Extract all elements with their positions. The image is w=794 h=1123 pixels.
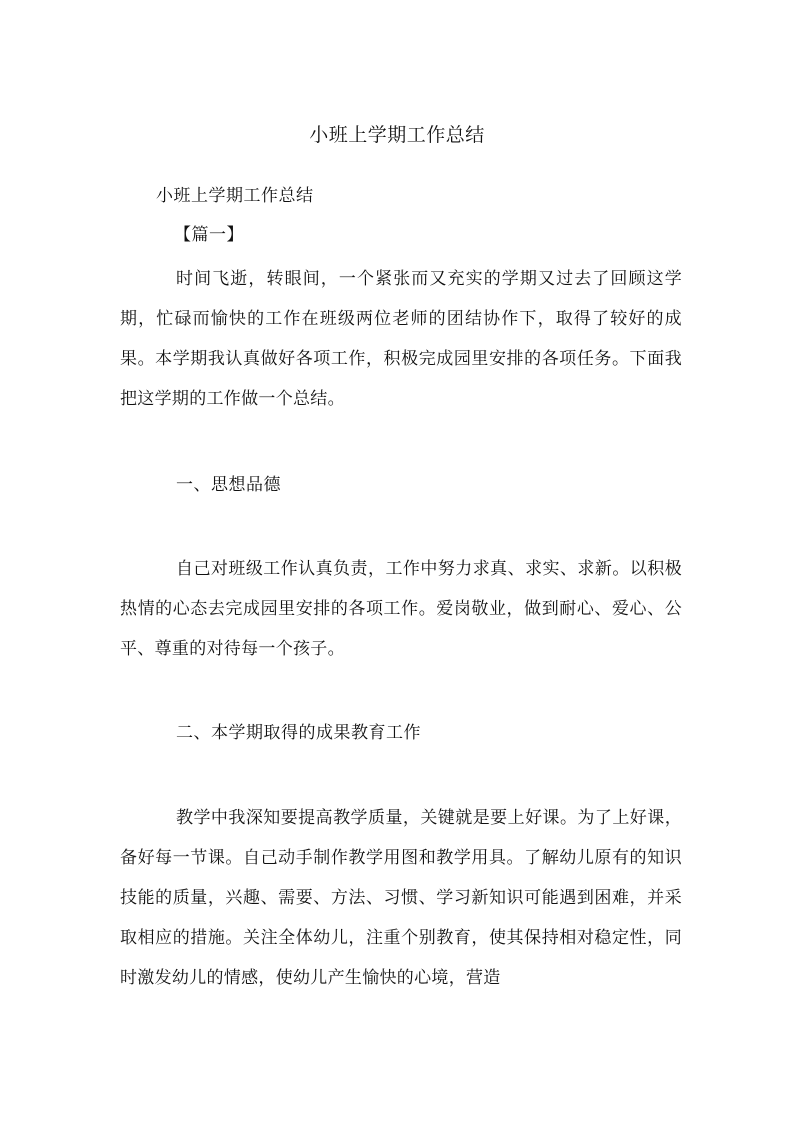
section-paragraph-1: 自己对班级工作认真负责，工作中努力求真、求实、求新。以积极热情的心态去完成园里安排的各项工作。爱岗敬业，做到耐心、爱心、公平、尊重的对待每一个孩子。 <box>120 559 682 659</box>
section-paragraph-2: 教学中我深知要提高教学质量，关键就是要上好课。为了上好课，备好每一节课。自己动手制作教学用图和教学用具。了解幼儿原有的知识技能的质量，兴趣、需要、方法、习惯、学习新知识可能遇到困难，并采取相应的措施。关注全体幼儿，注重个别教育，使其保持相对稳定性，同时激发幼儿的情感，使幼儿产生愉快的心境，营造 <box>120 808 682 988</box>
section-tag: 【篇一】 <box>174 225 244 245</box>
section-heading-2: 二、本学期取得的成果教育工作 <box>176 723 421 743</box>
document-subtitle: 小班上学期工作总结 <box>156 186 314 206</box>
section-heading-1: 一、思想品德 <box>176 475 281 495</box>
document-title: 小班上学期工作总结 <box>309 124 485 146</box>
intro-paragraph: 时间飞逝，转眼间，一个紧张而又充实的学期又过去了回顾这学期，忙碌而愉快的工作在班级两位老师的团结协作下，取得了较好的成果。本学期我认真做好各项工作，积极完成园里安排的各项任务。下面我把这学期的工作做一个总结。 <box>120 269 682 409</box>
